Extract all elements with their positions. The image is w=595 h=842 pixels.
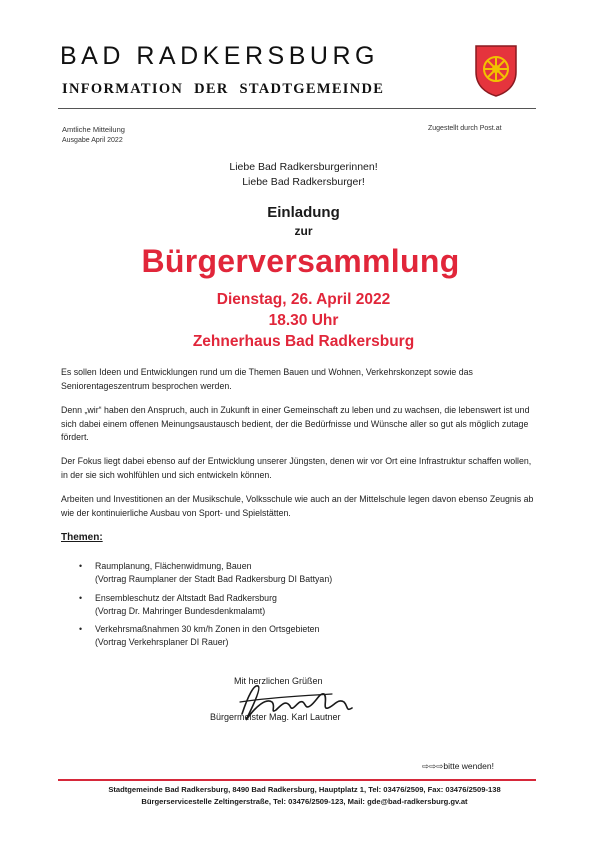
footer-address: Stadtgemeinde Bad Radkersburg, 8490 Bad Radkersburg, Hauptplatz 1, Tel: 03476/2509, Fax: 03476/2509-138 [108,785,501,794]
topic-title: Verkehrsmaßnahmen 30 km/h Zonen in den Ortsgebieten [95,624,320,634]
greeting-line-1: Liebe Bad Radkersburgerinnen! [229,161,378,173]
closing-regards: Mit herzlichen Grüßen [234,676,323,686]
footer-divider [58,779,536,781]
invitation-zur: zur [294,224,313,238]
paragraph-community: Denn „wir“ haben den Anspruch, auch in Zukunft in einer Gemeinschaft zu leben und zu wachsen, die lebenswert ist und sich dabei einem offenen Meinungsaustausch bedient, der die Bedürfnisse und Wünsche aller so gut als möglich zutage fördert. [61,405,530,442]
official-notice: Amtliche Mitteilung [62,125,125,134]
delivery-note: Zugestellt durch Post.at [428,125,502,132]
event-date: Dienstag, 26. April 2022 [216,291,391,308]
bullet-icon: • [79,624,83,634]
header-divider [58,108,536,109]
event-time: 18.30 Uhr [268,312,339,329]
event-title: Bürgerversammlung [141,243,460,279]
bullet-icon: • [79,593,83,603]
topic-title: Raumplanung, Flächenwidmung, Bauen [95,561,252,571]
topic-detail: (Vortrag Raumplaner der Stadt Bad Radkersburg DI Battyan) [95,574,333,584]
coat-of-arms-wheel-icon [473,42,519,98]
signer-name: Bürgermeister Mag. Karl Lautner [210,712,341,722]
greeting-line-2: Liebe Bad Radkersburger! [242,176,365,188]
issue-date: Ausgabe April 2022 [62,137,123,144]
topic-detail: (Vortrag Dr. Mahringer Bundesdenkmalamt) [95,606,266,616]
topics-heading: Themen: [61,532,103,543]
paragraph-schools: Arbeiten und Investitionen an der Musikschule, Volksschule wie auch an der Mittelschule legen davon ebenso Zeugnis ab wie der kontinuierliche Ausbau von Sport- und Spielstätten. [61,494,534,518]
paragraph-youth: Der Fokus liegt dabei ebenso auf der Entwicklung unserer Jüngsten, denen wir vor Ort eine Infrastruktur schaffen wollen, in der sie sich wohlfühlen und sich entwickeln können. [61,456,532,480]
bullet-icon: • [79,561,83,571]
please-turn-over: ⇨⇨⇨bitte wenden! [422,761,494,771]
topic-title: Ensembleschutz der Altstadt Bad Radkersburg [95,593,277,603]
topic-detail: (Vortrag Verkehrsplaner DI Rauer) [95,637,229,647]
invitation-label: Einladung [267,204,340,221]
paragraph-topics: Es sollen Ideen und Entwicklungen rund um die Themen Bauen und Wohnen, Verkehrskonzept sowie das Seniorentageszentrum besprochen werden. [61,367,473,391]
event-location: Zehnerhaus Bad Radkersburg [192,333,415,350]
footer-contact: Bürgerservicestelle Zeltingerstraße, Tel: 03476/2509-123, Mail: gde@bad-radkersburg.gv.at [141,797,468,806]
town-name: BAD RADKERSBURG [60,42,379,70]
town-subtitle: INFORMATION DER STADTGEMEINDE [62,81,385,97]
